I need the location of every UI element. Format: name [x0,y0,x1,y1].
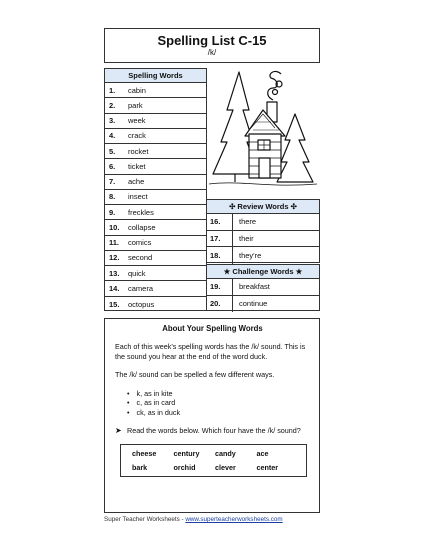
spelling-word: octopus [128,299,155,309]
table-row [105,251,206,266]
word-number: 15. [109,299,120,309]
word-number: 1. [109,85,116,95]
table-row [105,205,206,220]
word-choice: center [256,462,279,472]
spelling-word: their [239,233,254,243]
word-number: 12. [109,253,120,263]
spelling-word: ticket [128,161,146,171]
word-number: 7. [109,177,116,187]
word-choice: cheese [132,448,157,458]
spelling-word: second [128,253,153,263]
spelling-word: insect [128,192,148,202]
word-number: 16. [207,214,233,230]
word-number: 11. [109,238,120,248]
log-cabin-illustration [209,70,317,194]
question-text: Read the words below. Which four have the /k/ sound? [127,426,301,435]
word-number: 19. [207,279,233,295]
footer-text: Super Teacher Worksheets - [104,516,186,523]
table-row [207,247,319,264]
word-number: 9. [109,207,116,217]
title-box [104,28,320,63]
about-title: About Your Spelling Words [162,324,263,333]
table-row [105,266,206,281]
spelling-word: quick [128,268,146,278]
word-choice: clever [215,462,236,472]
table-row [207,231,319,248]
spelling-words-table [104,68,207,311]
table-row [105,297,206,312]
spelling-word: collapse [128,222,156,232]
word-number: 20. [207,296,233,313]
word-number: 8. [109,192,116,202]
question-prompt [115,426,310,436]
word-choice: orchid [173,462,196,472]
spelling-word: park [128,100,143,110]
word-number: 3. [109,116,116,126]
spelling-word: crack [128,131,146,141]
table-row [105,114,206,129]
spelling-patterns-list [127,389,310,418]
table-row [105,175,206,190]
page-title: Spelling List C-15 [157,33,267,48]
word-number: 13. [109,268,120,278]
spelling-word: they're [239,250,262,260]
table-row [105,159,206,174]
word-choice: century [173,448,200,458]
word-number: 18. [207,247,233,264]
table-row [105,98,206,113]
table-row [105,83,206,98]
footer-link[interactable]: www.superteacherworksheets.com [185,516,283,523]
spelling-words-heading: Spelling Words [105,69,206,83]
table-row [105,129,206,144]
spelling-word: camera [128,283,154,293]
word-number: 14. [109,283,120,293]
list-item: • k, as in kite [127,389,310,399]
list-item: • ck, as in duck [127,408,310,418]
review-words-heading: ✣ Review Words ✣ [207,200,319,214]
table-row [207,296,319,313]
word-choice: candy [215,448,236,458]
about-paragraph-2: The /k/ sound can be spelled a few different ways. [115,370,275,379]
table-row [105,236,206,251]
spelling-word: continue [239,299,268,309]
spelling-word: week [128,116,146,126]
footer [104,516,283,523]
word-choice: bark [132,462,148,472]
arrow-right-icon: ➤ [115,426,122,435]
review-words-table [207,199,320,263]
word-number: 5. [109,146,116,156]
about-section [104,318,320,513]
word-choice-grid [120,444,307,477]
table-row [207,279,319,296]
table-row [105,220,206,235]
table-row [207,214,319,231]
spelling-word: freckles [128,207,154,217]
word-number: 6. [109,161,116,171]
word-number: 10. [109,222,120,232]
spelling-word: breakfast [239,282,270,292]
list-item: • c, as in card [127,398,310,408]
spelling-word: ache [128,177,145,187]
spelling-word: cabin [128,85,146,95]
spelling-word: rocket [128,146,149,156]
page-subtitle: /k/ [207,48,217,57]
spelling-word: comics [128,238,152,248]
challenge-words-heading: ★ Challenge Words ★ [207,265,319,279]
table-row [105,281,206,296]
word-number: 4. [109,131,116,141]
word-number: 17. [207,231,233,247]
table-row [105,190,206,205]
table-row [105,144,206,159]
challenge-words-table [207,264,320,311]
word-number: 2. [109,100,116,110]
spelling-word: there [239,217,257,227]
about-paragraph-1: Each of this week's spelling words has the /k/ sound. This is the sound you hear at the end of the word duck. [115,342,306,361]
word-choice: ace [256,448,269,458]
